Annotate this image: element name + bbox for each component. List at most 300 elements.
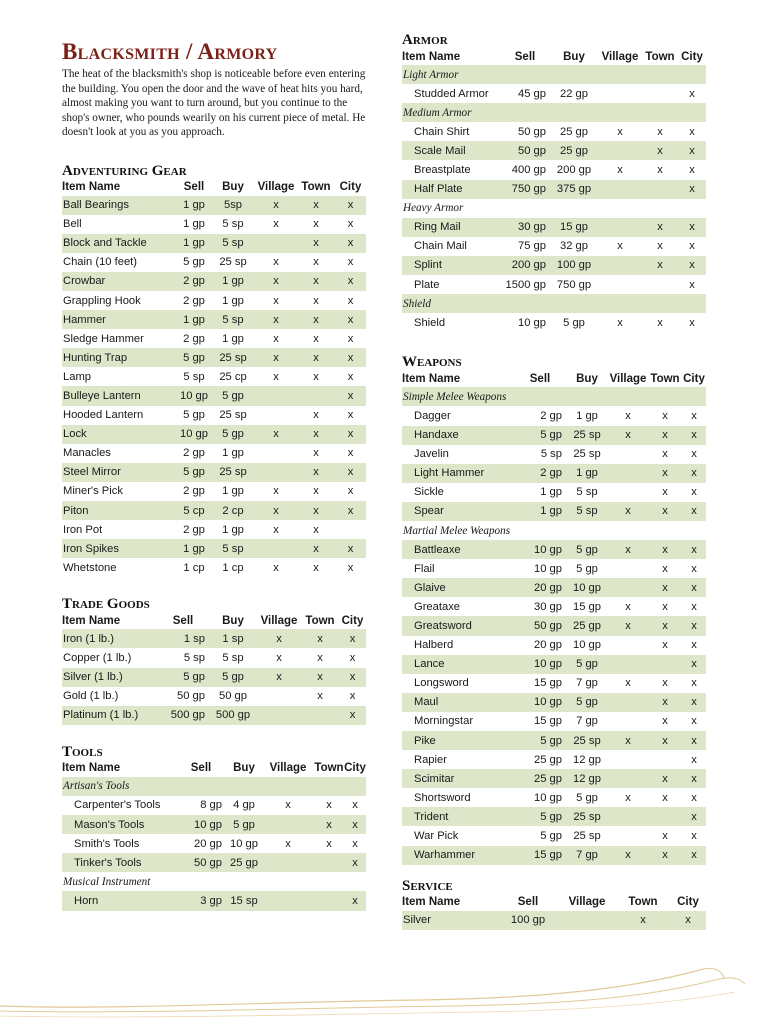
category-label: Musical Instrument (63, 875, 151, 888)
item-name-cell: Spear (402, 502, 514, 521)
item-name-cell: Scale Mail (402, 141, 500, 160)
item-name-cell: Crowbar (62, 272, 177, 291)
value-cell: 2 gp (183, 294, 205, 307)
value-cell: x (691, 600, 697, 613)
category-row (402, 294, 706, 313)
value-cell (642, 275, 678, 294)
value-cell: x (326, 799, 332, 812)
value-cell: 5 gp (576, 562, 598, 575)
value-cell: x (625, 677, 631, 690)
table-row (62, 853, 366, 872)
value-cell: x (273, 294, 279, 307)
value-cell: x (255, 501, 297, 520)
value-cell (335, 520, 366, 539)
item-name-cell: Plate (414, 278, 440, 291)
value-cell: 400 gp (511, 164, 546, 177)
section-title-tools: Tools (62, 743, 103, 760)
value-cell (608, 769, 648, 788)
item-name-cell: Carpenter's Tools (74, 799, 161, 812)
value-cell: x (313, 332, 319, 345)
tools-table (62, 760, 366, 911)
table-row (62, 348, 366, 367)
item-name-cell: Silver (402, 911, 498, 930)
table-row (402, 180, 706, 199)
column-header-buy: Buy (563, 50, 585, 63)
armor-table (402, 48, 706, 332)
value-cell: 750 gp (500, 180, 550, 199)
table-row (62, 425, 366, 444)
table-row (62, 668, 366, 687)
value-cell: 1 cp (222, 561, 244, 574)
value-cell: x (682, 540, 706, 559)
value-cell: 25 sp (219, 256, 247, 269)
value-cell: x (347, 294, 354, 307)
value-cell: x (608, 616, 648, 635)
value-cell: x (344, 891, 366, 910)
value-cell: x (648, 578, 682, 597)
table-row (62, 234, 366, 253)
value-cell: x (347, 485, 354, 498)
item-name-cell: War Pick (414, 830, 459, 843)
value-cell: x (689, 316, 695, 329)
section-title-weapons: Weapons (402, 354, 462, 371)
value-cell: x (662, 562, 668, 575)
value-cell: 25 gp (566, 616, 608, 635)
value-cell (255, 406, 297, 425)
column-header-item-name: Item Name (402, 896, 461, 909)
value-cell: x (642, 218, 678, 237)
table-row (62, 329, 366, 348)
value-cell: 5 gp (576, 791, 598, 804)
value-cell: 2 cp (211, 501, 255, 520)
value-cell: x (682, 769, 706, 788)
item-name-cell: Rapier (414, 753, 447, 766)
value-cell: 500 gp (157, 706, 209, 725)
column-header-buy: Buy (233, 762, 255, 775)
value-cell: 5 gp (226, 815, 262, 834)
table-row (402, 483, 706, 502)
table-header-row (402, 894, 706, 911)
table-row (402, 218, 706, 237)
table-row (62, 406, 366, 425)
value-cell: x (285, 837, 291, 850)
value-cell: x (335, 196, 366, 215)
column-header-item-name: Item Name (62, 181, 121, 193)
value-cell: 25 cp (219, 370, 247, 383)
value-cell: x (313, 409, 319, 422)
value-cell: x (648, 616, 682, 635)
item-name-cell: Hammer (62, 310, 177, 329)
value-cell: x (608, 540, 648, 559)
value-cell: x (608, 846, 648, 865)
column-header-sell: Sell (517, 896, 539, 909)
value-cell: 10 gp (177, 425, 211, 444)
value-cell: 5 gp (183, 409, 205, 422)
value-cell: x (313, 370, 319, 383)
trade-goods-table (62, 612, 366, 724)
table-row (62, 367, 366, 386)
table-row (402, 256, 706, 275)
value-cell: x (273, 485, 279, 498)
item-name-cell: Warhammer (402, 846, 514, 865)
value-cell: x (648, 502, 682, 521)
value-cell: x (608, 426, 648, 445)
value-cell: 3 gp (176, 891, 226, 910)
value-cell: x (682, 426, 706, 445)
item-name-cell: Sledge Hammer (63, 332, 144, 345)
value-cell: x (349, 652, 356, 665)
value-cell: 22 gp (560, 87, 588, 100)
column-header-buy: Buy (222, 614, 244, 627)
value-cell: 7 gp (576, 715, 598, 728)
value-cell: x (682, 731, 706, 750)
value-cell: x (608, 502, 648, 521)
value-cell: 1 gp (183, 218, 205, 231)
value-cell: x (617, 125, 623, 138)
value-cell: x (689, 240, 695, 253)
value-cell: x (313, 561, 319, 574)
value-cell: x (344, 815, 366, 834)
value-cell: 45 gp (518, 87, 546, 100)
table-row (402, 160, 706, 179)
value-cell: x (339, 629, 366, 648)
value-cell: x (625, 409, 631, 422)
value-cell: x (314, 815, 344, 834)
value-cell: x (335, 348, 366, 367)
value-cell: x (689, 278, 695, 291)
value-cell: 1 cp (183, 561, 205, 574)
item-name-cell: Block and Tackle (62, 234, 177, 253)
item-name-cell: Iron (1 lb.) (62, 629, 157, 648)
value-cell: x (335, 501, 366, 520)
value-cell: 1 gp (566, 464, 608, 483)
category-row (62, 872, 366, 891)
value-cell: x (682, 807, 706, 826)
value-cell: 5 gp (514, 731, 566, 750)
value-cell: x (257, 668, 301, 687)
value-cell: x (648, 846, 682, 865)
value-cell: 5 gp (177, 348, 211, 367)
value-cell: x (648, 731, 682, 750)
value-cell: 20 gp (534, 639, 562, 652)
value-cell: x (297, 425, 335, 444)
value-cell: 1 gp (177, 234, 211, 253)
value-cell: x (326, 837, 332, 850)
table-row (62, 648, 366, 667)
category-label: Simple Melee Weapons (402, 387, 706, 406)
value-cell: x (257, 629, 301, 648)
value-cell: 15 gp (550, 218, 598, 237)
value-cell: 75 gp (518, 240, 546, 253)
column-header-item-name: Item Name (402, 50, 461, 63)
table-row (62, 539, 366, 558)
value-cell: 5 gp (566, 693, 608, 712)
value-cell: x (617, 316, 623, 329)
column-header-village: Village (257, 181, 295, 193)
value-cell: 12 gp (573, 753, 601, 766)
value-cell: x (691, 830, 697, 843)
value-cell: x (347, 332, 354, 345)
value-cell: x (335, 272, 366, 291)
value-cell: 5 gp (209, 668, 257, 687)
value-cell: 50 gp (514, 616, 566, 635)
value-cell: 100 gp (498, 911, 558, 930)
table-row (62, 558, 366, 577)
value-cell: x (339, 668, 366, 687)
value-cell: x (648, 464, 682, 483)
value-cell (301, 706, 339, 725)
value-cell: x (335, 425, 366, 444)
item-name-cell: Copper (1 lb.) (63, 652, 132, 665)
value-cell: 8 gp (200, 799, 222, 812)
value-cell: x (662, 715, 668, 728)
value-cell: x (273, 256, 279, 269)
value-cell: x (349, 690, 356, 703)
value-cell: x (617, 164, 623, 177)
value-cell: x (335, 463, 366, 482)
value-cell: x (682, 655, 706, 674)
value-cell: x (297, 234, 335, 253)
item-name-cell: Halberd (414, 639, 454, 652)
value-cell: x (625, 600, 631, 613)
value-cell: x (276, 652, 282, 665)
table-row (402, 826, 706, 845)
category-row (402, 521, 706, 540)
column-header-village: Village (568, 896, 606, 909)
value-cell: 1 gp (540, 486, 562, 499)
value-cell: 200 gp (556, 164, 592, 177)
table-row (402, 141, 706, 160)
item-name-cell: Pike (402, 731, 514, 750)
value-cell: x (678, 141, 706, 160)
item-name-cell: Studded Armor (414, 87, 489, 100)
value-cell: 2 gp (183, 332, 205, 345)
value-cell: x (657, 164, 663, 177)
value-cell: x (285, 799, 291, 812)
value-cell: 5 sp (566, 502, 608, 521)
table-row (402, 731, 706, 750)
value-cell (648, 750, 682, 769)
value-cell: x (335, 386, 366, 405)
value-cell: x (648, 769, 682, 788)
value-cell: 5 gp (183, 256, 205, 269)
item-name-cell: Chain (10 feet) (63, 256, 138, 269)
value-cell: 1 sp (157, 629, 209, 648)
value-cell: 5 gp (566, 655, 608, 674)
value-cell: x (255, 272, 297, 291)
value-cell: 15 sp (226, 891, 262, 910)
value-cell: 5 sp (576, 486, 598, 499)
value-cell: x (691, 715, 697, 728)
table-row (62, 386, 366, 405)
value-cell: 25 gp (226, 853, 262, 872)
value-cell (608, 578, 648, 597)
category-row (402, 103, 706, 122)
value-cell: x (297, 463, 335, 482)
section-title-armor: Armor (402, 32, 448, 48)
value-cell: x (347, 447, 354, 460)
column-header-sell: Sell (172, 614, 194, 627)
column-header-sell: Sell (529, 372, 551, 385)
value-cell: 50 gp (500, 141, 550, 160)
value-cell: x (678, 256, 706, 275)
value-cell: 7 gp (566, 846, 608, 865)
value-cell: 5 sp (211, 310, 255, 329)
value-cell: 4 gp (233, 799, 255, 812)
item-name-cell: Glaive (402, 578, 514, 597)
column-header-item-name: Item Name (62, 614, 121, 627)
value-cell: x (682, 464, 706, 483)
table-row (402, 502, 706, 521)
category-label: Light Armor (402, 65, 706, 84)
value-cell: 20 gp (514, 578, 566, 597)
value-cell: 25 gp (550, 141, 598, 160)
value-cell: x (678, 218, 706, 237)
item-name-cell: Horn (62, 891, 176, 910)
value-cell: 1500 gp (505, 278, 546, 291)
value-cell: 50 gp (219, 690, 247, 703)
value-cell (608, 636, 648, 655)
value-cell: 10 gp (514, 655, 566, 674)
value-cell: x (297, 196, 335, 215)
value-cell: 10 gp (518, 316, 546, 329)
table-row (402, 406, 706, 425)
value-cell: x (335, 539, 366, 558)
value-cell: x (335, 310, 366, 329)
value-cell: x (648, 540, 682, 559)
value-cell: x (691, 639, 697, 652)
value-cell: x (317, 652, 323, 665)
item-name-cell: Lamp (63, 370, 91, 383)
table-row (62, 272, 366, 291)
value-cell: x (625, 791, 631, 804)
value-cell: 5 sp (540, 448, 562, 461)
item-name-cell: Greatsword (402, 616, 514, 635)
value-cell: 15 gp (534, 715, 562, 728)
value-cell: x (682, 616, 706, 635)
value-cell (648, 807, 682, 826)
value-cell: x (691, 448, 697, 461)
value-cell: x (678, 180, 706, 199)
column-header-town: Town (301, 181, 331, 193)
value-cell: 10 gp (573, 639, 601, 652)
intro-text: The heat of the blacksmith's shop is noticeable before even entering the building. You open the door and the wave of heat hits you hard, almost making you want to turn around, but you continue to the shop's owner, who pounds wearily on his current piece of metal. He doesn't look at you as you approach. (62, 68, 366, 138)
value-cell (608, 464, 648, 483)
value-cell: 1 gp (222, 332, 244, 345)
value-cell: x (691, 791, 697, 804)
value-cell (257, 687, 301, 706)
value-cell: 5 gp (563, 316, 585, 329)
item-name-cell: Smith's Tools (74, 837, 140, 850)
table-row (402, 275, 706, 294)
item-name-cell: Light Hammer (402, 464, 514, 483)
value-cell: 10 gp (176, 815, 226, 834)
value-cell: 5 gp (566, 540, 608, 559)
column-header-village: Village (260, 614, 298, 627)
value-cell (608, 826, 648, 845)
column-header-city: City (344, 762, 366, 775)
value-cell: 1 gp (211, 272, 255, 291)
value-cell: 25 sp (566, 731, 608, 750)
item-name-cell: Splint (402, 256, 500, 275)
table-row (62, 815, 366, 834)
value-cell: x (617, 240, 623, 253)
item-name-cell: Shield (414, 316, 446, 329)
column-header-village: Village (601, 50, 639, 63)
value-cell: x (255, 310, 297, 329)
item-name-cell: Greataxe (414, 600, 461, 613)
value-cell (255, 234, 297, 253)
value-cell (262, 853, 314, 872)
value-cell: x (682, 578, 706, 597)
value-cell: x (347, 370, 354, 383)
column-header-town: Town (305, 614, 335, 627)
value-cell: x (608, 731, 648, 750)
item-name-cell: Chain Mail (414, 240, 467, 253)
value-cell (608, 559, 648, 578)
value-cell: 1 gp (222, 294, 244, 307)
value-cell (262, 891, 314, 910)
value-cell (255, 444, 297, 463)
column-header-town: Town (650, 372, 680, 385)
value-cell: x (689, 87, 695, 100)
value-cell: 50 gp (177, 690, 205, 703)
item-name-cell: Battleaxe (402, 540, 514, 559)
value-cell: 25 sp (573, 448, 601, 461)
value-cell: x (273, 370, 279, 383)
value-cell: 25 sp (211, 348, 255, 367)
value-cell: 5 gp (211, 425, 255, 444)
value-cell: 15 gp (573, 600, 601, 613)
value-cell: 25 sp (573, 830, 601, 843)
value-cell: 10 gp (534, 791, 562, 804)
table-row (62, 482, 366, 501)
value-cell (598, 218, 642, 237)
value-cell: x (297, 348, 335, 367)
column-header-city: City (683, 372, 705, 385)
table-row (62, 196, 366, 215)
item-name-cell: Breastplate (414, 164, 471, 177)
table-row (402, 846, 706, 865)
table-row (62, 687, 366, 706)
item-name-cell: Piton (62, 501, 177, 520)
column-header-city: City (341, 614, 364, 627)
value-cell: 10 gp (230, 837, 258, 850)
adventuring-gear-table (62, 179, 366, 578)
value-cell: 5 gp (177, 463, 211, 482)
table-row (62, 891, 366, 910)
item-name-cell: Trident (402, 807, 514, 826)
value-cell: 12 gp (566, 769, 608, 788)
value-cell: 5 gp (514, 426, 566, 445)
table-row (62, 501, 366, 520)
value-cell: x (662, 409, 668, 422)
value-cell: x (335, 234, 366, 253)
value-cell: 5 gp (211, 386, 255, 405)
table-row (402, 769, 706, 788)
column-header-item-name: Item Name (402, 372, 461, 385)
value-cell: 2 gp (540, 409, 562, 422)
table-row (62, 796, 366, 815)
value-cell (262, 815, 314, 834)
value-cell: 15 gp (534, 677, 562, 690)
column-header-item-name: Item Name (62, 762, 121, 775)
value-cell: 5 sp (211, 234, 255, 253)
item-name-cell: Bulleye Lantern (62, 386, 177, 405)
table-row (402, 655, 706, 674)
value-cell (255, 539, 297, 558)
category-label: Martial Melee Weapons (403, 524, 511, 537)
